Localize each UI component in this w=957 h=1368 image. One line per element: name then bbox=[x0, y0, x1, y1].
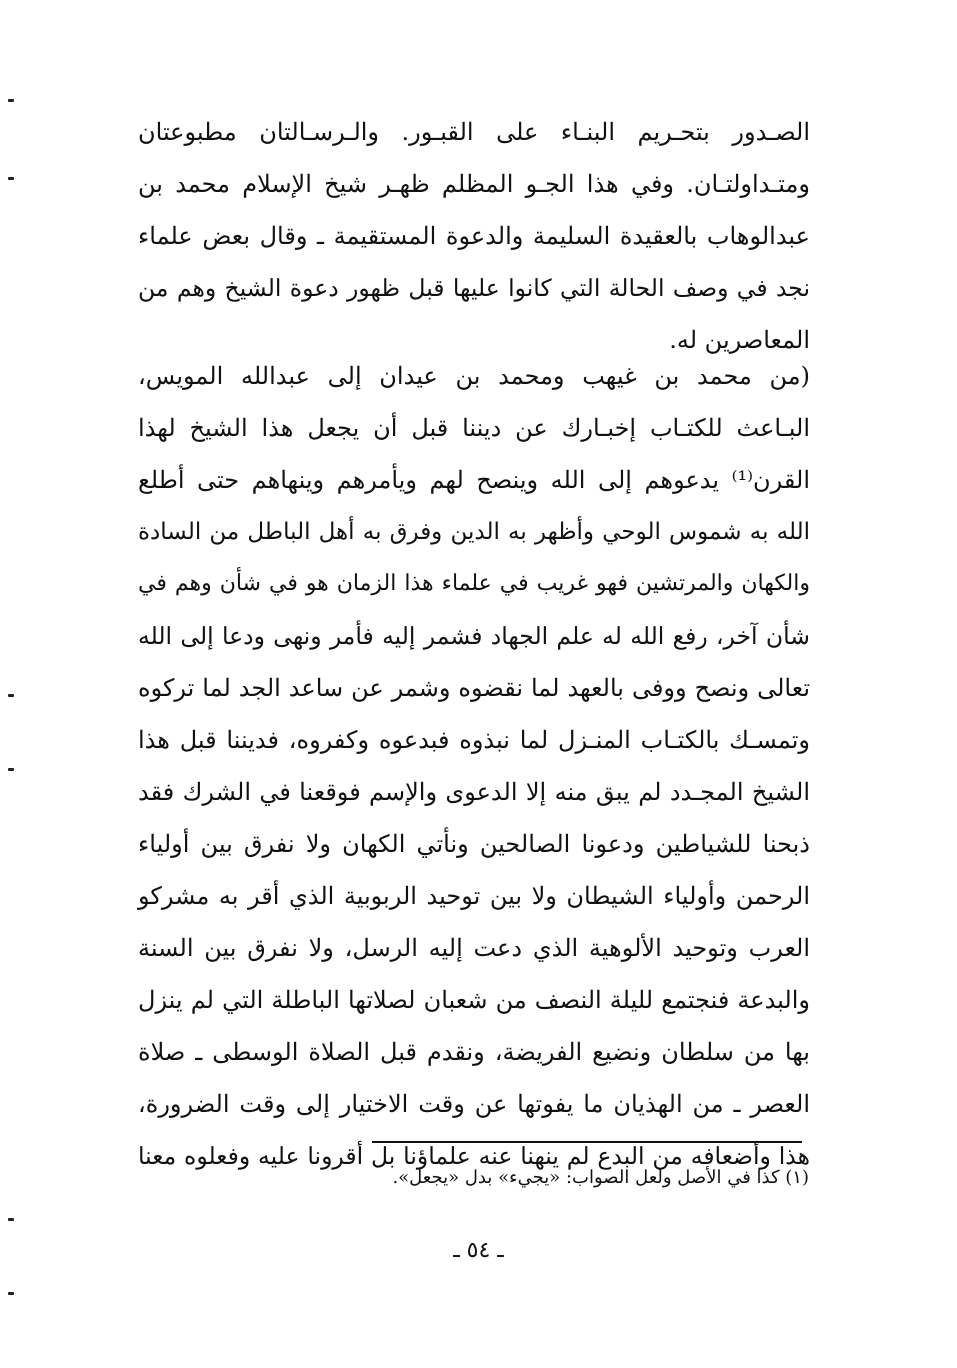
text-line: ومتـداولتـان. وفي هذا الجـو المظلم ظهـر شيخ الإسلام محمد بن bbox=[138, 170, 810, 198]
scan-mark bbox=[8, 1292, 14, 1295]
text-line: الله به شموس الوحي وأظهر به الدين وفرق به أهل الباطل من السادة bbox=[138, 519, 810, 545]
paragraph-quotation bbox=[138, 350, 810, 1182]
text-line: العرب وتوحيد الألوهية الذي دعت إليه الرسل، ولا نفرق بين السنة bbox=[138, 934, 810, 962]
scan-mark bbox=[8, 99, 14, 102]
text-line: بها من سلطان ونضيع الفريضة، ونقدم قبل الصلاة الوسطى ـ صلاة bbox=[138, 1038, 810, 1066]
scan-mark bbox=[8, 177, 14, 180]
text-line: القرن⁽¹⁾ يدعوهم إلى الله وينصح لهم ويأمرهم وينهاهم حتى أطلع bbox=[138, 466, 810, 494]
text-line: الرحمن وأولياء الشيطان ولا بين توحيد الربوبية الذي أقر به مشركو bbox=[138, 882, 810, 910]
scan-mark bbox=[8, 768, 14, 771]
text-line: البـاعث للكتـاب إخبـارك عن ديننا قبل أن يجعل هذا الشيخ لهذا bbox=[138, 414, 810, 442]
scan-mark bbox=[8, 694, 14, 697]
text-line: والبدعة فنجتمع لليلة النصف من شعبان لصلاتها الباطلة التي لم ينزل bbox=[138, 986, 810, 1014]
text-line: تعالى ونصح ووفى بالعهد لما نقضوه وشمر عن ساعد الجد لما تركوه bbox=[138, 674, 810, 702]
text-line: الصـدور بتحـريم البنـاء على القبـور. والـرسـالتان مطبوعتان bbox=[138, 118, 810, 146]
text-line: عبدالوهاب بالعقيدة السليمة والدعوة المستقيمة ـ وقال بعض علماء bbox=[138, 222, 810, 250]
text-line: شأن آخر، رفع الله له علم الجهاد فشمر إليه فأمر ونهى ودعا إلى الله bbox=[138, 622, 810, 650]
text-line: وتمسـك بالكتـاب المنـزل لما نبذوه فبدعوه وكفروه، فديننا قبل هذا bbox=[138, 726, 810, 754]
text-line: المعاصرين له. bbox=[669, 326, 810, 354]
page-number: ـ ٥٤ ـ bbox=[453, 1238, 504, 1263]
text-line: (من محمد بن غيهب ومحمد بن عيدان إلى عبدالله المويس، bbox=[138, 362, 810, 390]
text-line: ذبحنا للشياطين ودعونا الصالحين ونأتي الكهان ولا نفرق بين أولياء bbox=[138, 830, 810, 858]
text-line: الشيخ المجـدد لم يبق منه إلا الدعوى والإسم فوقعنا في الشرك فقد bbox=[138, 778, 810, 806]
footnote: (١) كذا في الأصل ولعل الصواب: «يجيء» بدل «يجعل». bbox=[392, 1167, 809, 1188]
paragraph-intro bbox=[138, 106, 810, 366]
scan-mark bbox=[8, 1218, 14, 1221]
text-line: هذا وأضعافه من البدع لم ينهنا عنه علماؤنا بل أقرونا عليه وفعلوه معنا bbox=[138, 1142, 810, 1170]
footnote-divider bbox=[372, 1141, 802, 1143]
text-line: نجد في وصف الحالة التي كانوا عليها قبل ظهور دعوة الشيخ وهم من bbox=[138, 274, 810, 302]
text-line: العصر ـ من الهذيان ما يفوتها عن وقت الاختيار إلى وقت الضرورة، bbox=[138, 1090, 810, 1118]
text-line: والكهان والمرتشين فهو غريب في علماء هذا الزمان هو في شأن وهم في bbox=[138, 571, 810, 596]
